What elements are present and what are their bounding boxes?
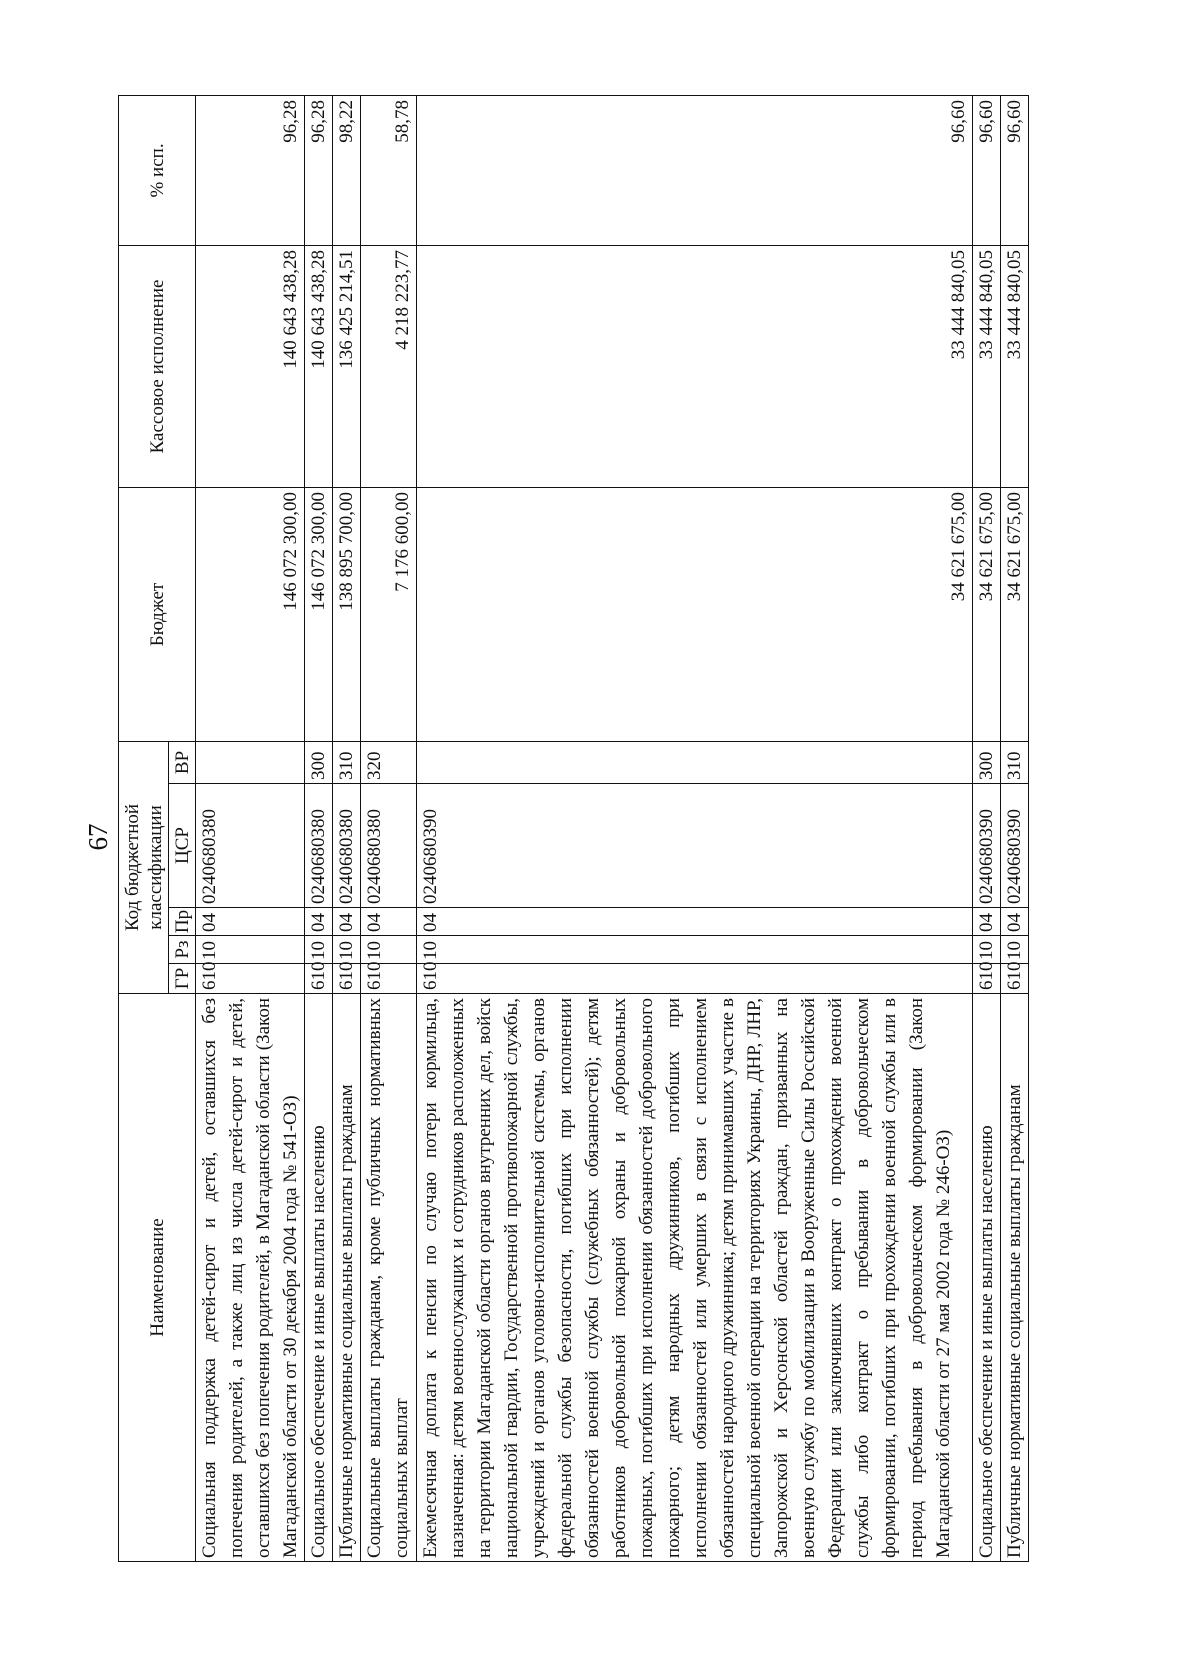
row-pr: 04	[196, 908, 305, 936]
row-vr: 300	[973, 741, 1001, 783]
row-vr: 310	[1001, 741, 1029, 783]
row-cash: 140 643 438,28	[305, 245, 333, 487]
row-budget: 146 072 300,00	[305, 487, 333, 741]
row-pr: 04	[361, 908, 417, 936]
table-row	[361, 95, 417, 1561]
header-percent: % исп.	[119, 95, 196, 245]
row-pr: 04	[973, 908, 1001, 936]
row-percent: 96,60	[973, 95, 1001, 245]
row-csr: 0240680380	[196, 784, 305, 908]
row-pr: 04	[305, 908, 333, 936]
row-gr: 610	[333, 964, 361, 994]
header-csr: ЦСР	[169, 784, 196, 908]
row-budget: 138 895 700,00	[333, 487, 361, 741]
row-csr: 0240680390	[1001, 784, 1029, 908]
header-row-top	[119, 95, 169, 1561]
row-cash: 140 643 438,28	[196, 245, 305, 487]
header-vr: ВР	[169, 741, 196, 783]
row-pr: 04	[1001, 908, 1029, 936]
row-percent: 96,28	[305, 95, 333, 245]
header-pr: Пр	[169, 908, 196, 936]
header-code-group: Код бюджетной классификации	[119, 741, 169, 993]
row-rz: 10	[305, 936, 333, 964]
row-cash: 33 444 840,05	[973, 245, 1001, 487]
table-row	[333, 95, 361, 1561]
rotated-table-container	[118, 96, 1029, 1562]
row-vr	[196, 741, 305, 783]
row-vr: 320	[361, 741, 417, 783]
header-name: Наименование	[119, 994, 196, 1562]
row-percent: 58,78	[361, 95, 417, 245]
row-percent: 98,22	[333, 95, 361, 245]
row-csr: 0240680380	[361, 784, 417, 908]
table-row	[1001, 95, 1029, 1561]
row-rz: 10	[196, 936, 305, 964]
budget-table	[118, 95, 1029, 1562]
row-budget: 7 176 600,00	[361, 487, 417, 741]
table-row	[305, 95, 333, 1561]
row-cash: 136 425 214,51	[333, 245, 361, 487]
row-gr: 610	[417, 964, 973, 994]
row-rz: 10	[417, 936, 973, 964]
row-cash: 4 218 223,77	[361, 245, 417, 487]
header-budget: Бюджет	[119, 487, 196, 741]
row-csr: 0240680390	[417, 784, 973, 908]
row-csr: 0240680390	[973, 784, 1001, 908]
row-pr: 04	[417, 908, 973, 936]
table-row	[973, 95, 1001, 1561]
row-csr: 0240680380	[333, 784, 361, 908]
row-rz: 10	[333, 936, 361, 964]
row-gr: 610	[1001, 964, 1029, 994]
table-row	[417, 95, 973, 1561]
row-vr	[417, 741, 973, 783]
header-gr: ГР	[169, 964, 196, 994]
row-gr: 610	[973, 964, 1001, 994]
header-cash: Кассовое исполнение	[119, 245, 196, 487]
page-number: 67	[83, 823, 113, 851]
row-percent: 96,60	[417, 95, 973, 245]
row-name: Социальная поддержка детей-сирот и детей, оставшихся без попечения родителей, а также лиц из числа детей-сирот и детей, оставшихся без попечения родителей, в Магаданской области (Закон Магаданской области от 30 декабря 2004 года № 541-ОЗ)	[196, 994, 305, 1562]
row-name: Публичные нормативные социальные выплаты гражданам	[333, 994, 361, 1562]
row-csr: 0240680380	[305, 784, 333, 908]
row-vr: 310	[333, 741, 361, 783]
row-cash: 33 444 840,05	[417, 245, 973, 487]
row-rz: 10	[361, 936, 417, 964]
row-percent: 96,28	[196, 95, 305, 245]
row-name: Ежемесячная доплата к пенсии по случаю потери кормильца, назначенная: детям военнослужащих и сотрудников расположенных на территории Магаданской области органов внутренних дел, войск национальной гвардии, Государственной противопожарной службы, учреждений и органов уголовно-исполнительной системы, органов федеральной службы безопасности, погибших при исполнении обязанностей военной службы (служебных обязанностей); детям работников добровольной пожарной охраны и добровольных пожарных, погибших при исполнении обязанностей добровольного пожарного; детям народных дружинников, погибших при исполнении обязанностей или умерших в связи с исполнением обязанностей народного дружинника; детям принимавших участие в специальной военной операции на территориях Украины, ДНР, ЛНР, Запорожской и Херсонской областей граждан, призванных на военную службу по мобилизации в Вооруженные Силы Российской Федерации или заключивших контракт о прохождении военной службы либо контракт о пребывании в добровольческом формировании, погибших при прохождении военной службы или в период пребывания в добровольческом формировании (Закон Магаданской области от 27 мая 2002 года № 246-ОЗ)	[417, 994, 973, 1562]
row-vr: 300	[305, 741, 333, 783]
row-percent: 96,60	[1001, 95, 1029, 245]
row-budget: 146 072 300,00	[196, 487, 305, 741]
row-budget: 34 621 675,00	[1001, 487, 1029, 741]
table-row	[196, 95, 305, 1561]
row-name: Публичные нормативные социальные выплаты гражданам	[1001, 994, 1029, 1562]
row-gr: 610	[305, 964, 333, 994]
row-pr: 04	[333, 908, 361, 936]
row-rz: 10	[1001, 936, 1029, 964]
row-gr: 610	[196, 964, 305, 994]
row-budget: 34 621 675,00	[417, 487, 973, 741]
header-rz: Рз	[169, 936, 196, 964]
row-cash: 33 444 840,05	[1001, 245, 1029, 487]
row-name: Социальное обеспечение и иные выплаты населению	[973, 994, 1001, 1562]
row-name: Социальные выплаты гражданам, кроме публичных нормативных социальных выплат	[361, 994, 417, 1562]
row-budget: 34 621 675,00	[973, 487, 1001, 741]
row-rz: 10	[973, 936, 1001, 964]
row-name: Социальное обеспечение и иные выплаты населению	[305, 994, 333, 1562]
row-gr: 610	[361, 964, 417, 994]
